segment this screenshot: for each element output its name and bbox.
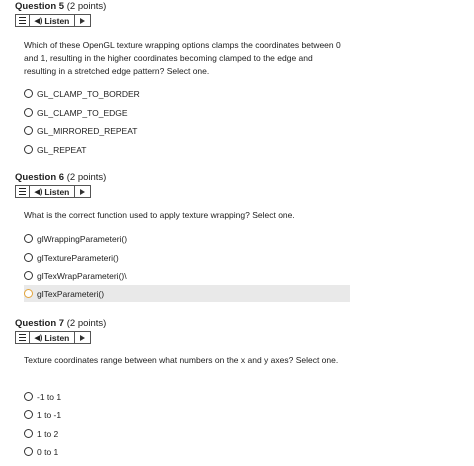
option-label[interactable]: 0 to 1 [37,446,59,457]
option-label[interactable]: 1 to -1 [37,409,62,420]
question-6-title [15,172,106,183]
option-label[interactable]: 1 to 2 [37,428,59,439]
hamburger-icon[interactable] [16,332,30,343]
listen-toolbar [15,331,91,344]
listen-button[interactable] [30,15,75,26]
speaker-icon: ◀) [34,188,43,196]
radio-button[interactable] [24,126,33,135]
option-label[interactable]: GL_CLAMP_TO_BORDER [37,88,140,99]
answer-option[interactable] [24,249,119,266]
option-label[interactable]: GL_REPEAT [37,144,87,155]
option-label[interactable]: GL_CLAMP_TO_EDGE [37,107,128,118]
play-icon[interactable] [75,186,90,197]
question-number: Question 5 [15,1,65,12]
option-label[interactable]: -1 to 1 [37,391,62,402]
question-number: Question 6 [15,172,65,183]
listen-toolbar [15,185,91,198]
answer-option-selected[interactable] [24,285,350,302]
question-points: (2 points) [66,318,107,329]
hamburger-icon[interactable] [16,186,30,197]
listen-button[interactable] [30,332,75,343]
radio-button[interactable] [24,108,33,117]
radio-button[interactable] [24,429,33,438]
radio-button[interactable] [24,145,33,154]
question-points: (2 points) [66,172,107,183]
answer-option[interactable] [24,141,86,158]
radio-button[interactable] [24,392,33,401]
speaker-icon: ◀) [34,17,43,25]
answer-option[interactable] [24,443,58,460]
option-label[interactable]: glTextureParameteri() [37,252,119,263]
answer-option[interactable] [24,122,137,139]
option-label[interactable]: glWrappingParameteri() [37,233,128,244]
option-label[interactable]: GL_MIRRORED_REPEAT [37,125,138,136]
question-text: What is the correct function used to apply texture wrapping? Select one. [24,210,295,220]
question-points: (2 points) [66,1,107,12]
radio-button[interactable] [24,253,33,262]
answer-option[interactable] [24,104,128,121]
question-text: Texture coordinates range between what numbers on the x and y axes? Select one. [24,355,339,365]
option-label[interactable]: glTexParameteri() [37,288,105,299]
question-5-title [15,1,106,12]
speaker-icon: ◀) [34,334,43,342]
radio-button[interactable] [24,271,33,280]
option-label[interactable]: glTexWrapParameteri()\ [37,270,127,281]
listen-label: Listen [44,15,70,26]
listen-label: Listen [44,332,70,343]
question-text: Which of these OpenGL texture wrapping options clamps the coordinates between 0 and 1, resulting in the higher coordinates becoming clamped to the edge and resulting in a stretched edge pattern? Select one. [24,40,341,76]
question-7-title [15,318,106,329]
answer-option[interactable] [24,388,61,405]
play-icon[interactable] [75,332,90,343]
answer-option[interactable] [24,230,127,247]
listen-label: Listen [44,186,70,197]
play-icon[interactable] [75,15,90,26]
listen-toolbar [15,14,91,27]
listen-button[interactable] [30,186,75,197]
question-number: Question 7 [15,318,65,329]
radio-button[interactable] [24,410,33,419]
radio-button[interactable] [24,234,33,243]
answer-option[interactable] [24,267,127,284]
radio-button[interactable] [24,447,33,456]
answer-option[interactable] [24,425,58,442]
radio-button-selected[interactable] [24,289,33,298]
answer-option[interactable] [24,406,61,423]
answer-option[interactable] [24,85,140,102]
radio-button[interactable] [24,89,33,98]
hamburger-icon[interactable] [16,15,30,26]
